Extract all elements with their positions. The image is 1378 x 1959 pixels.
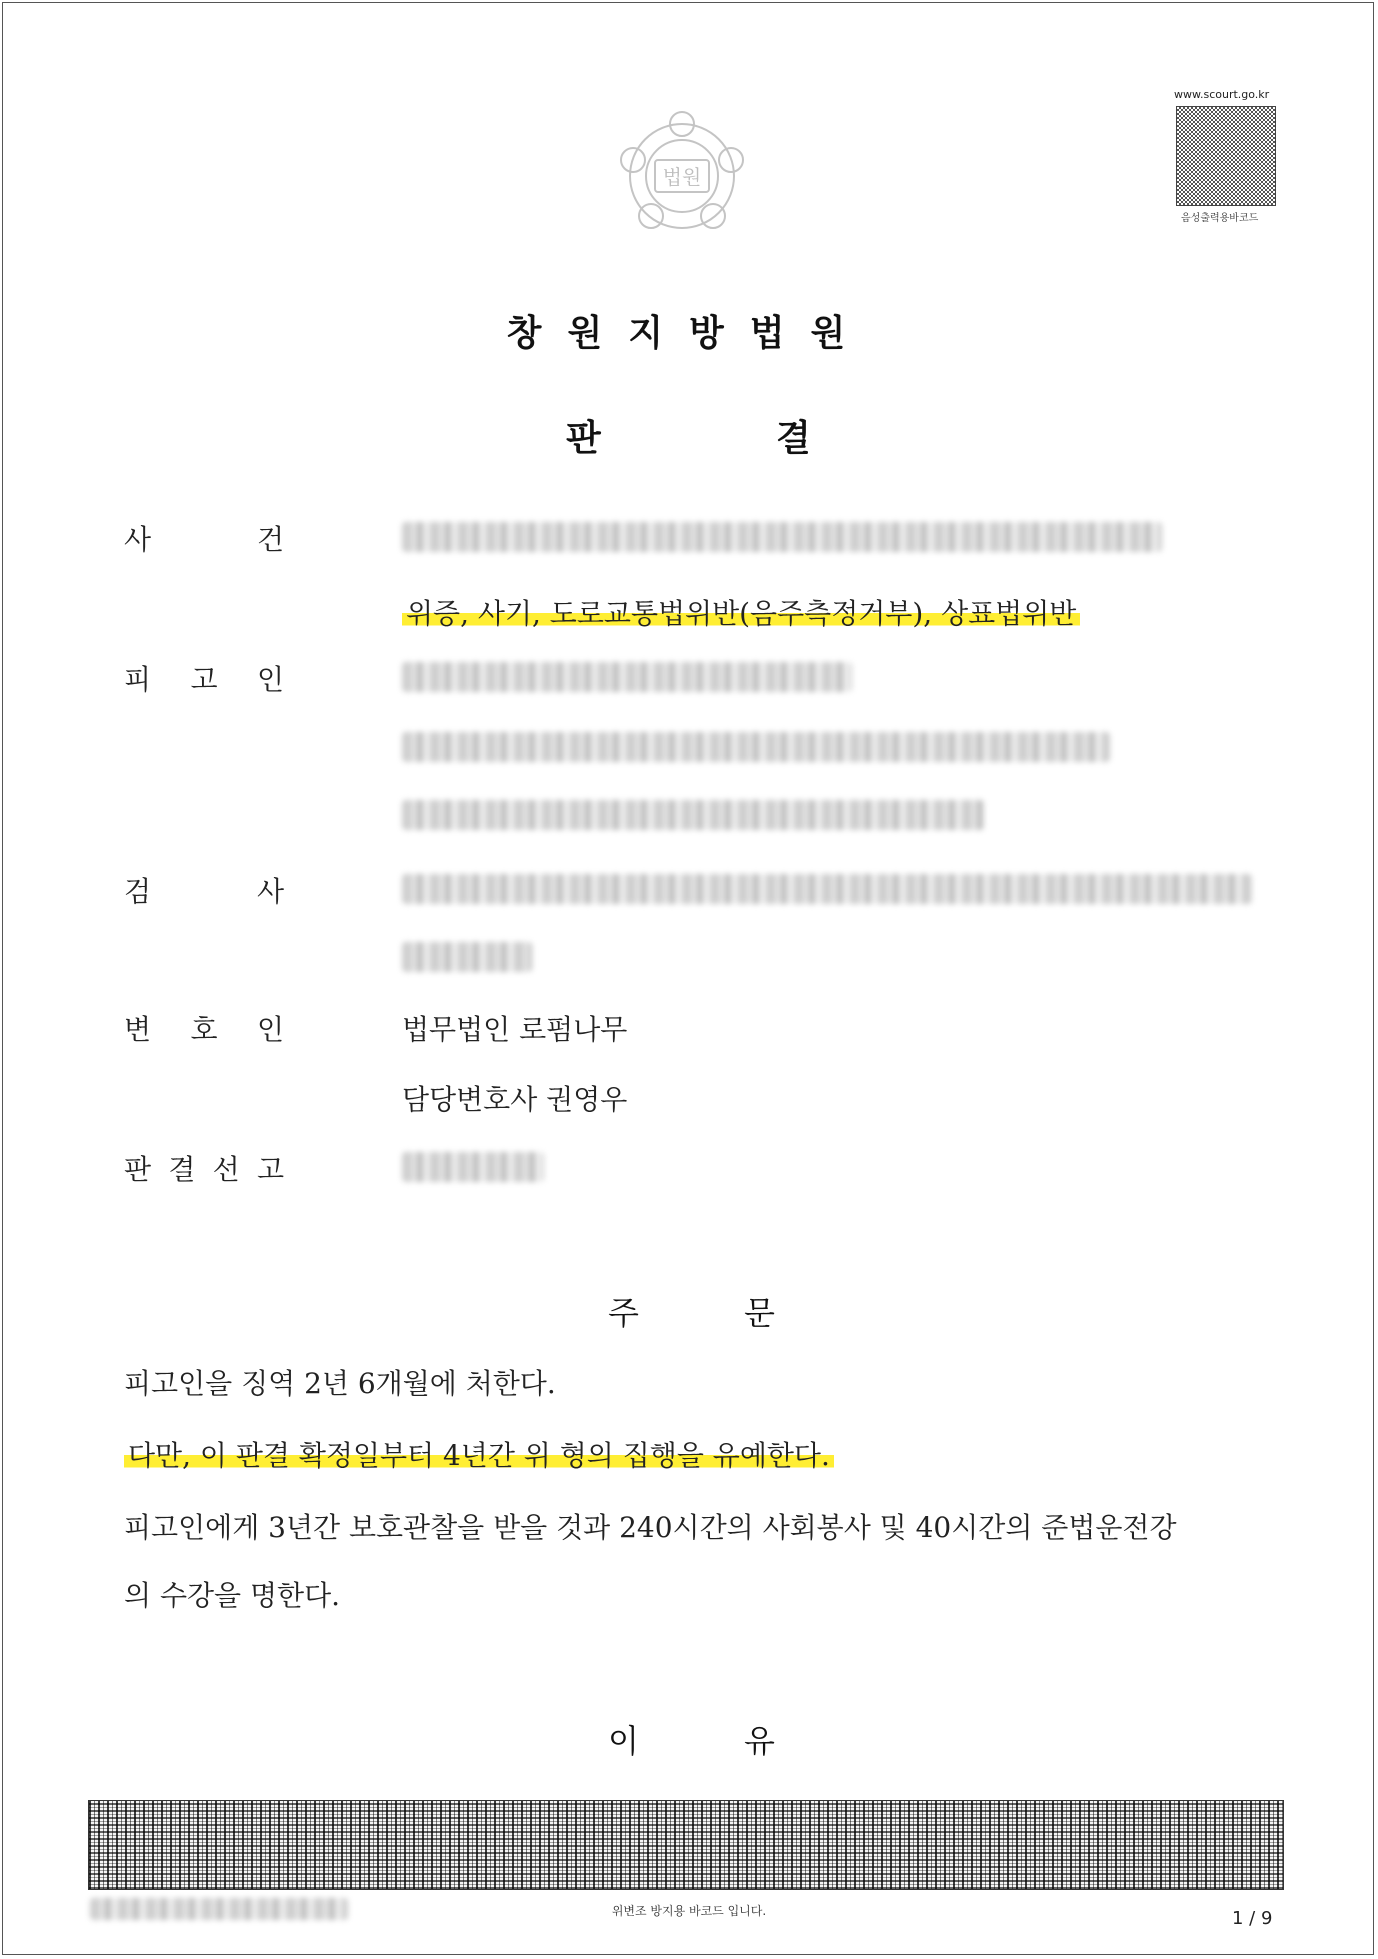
redacted-prosecutor-names-cont: [402, 942, 532, 972]
page-number: 1 / 9: [1232, 1908, 1273, 1929]
redacted-verdict-date: [402, 1152, 544, 1182]
counsel-attorney: 담당변호사 권영우: [402, 1083, 628, 1116]
court-name: 창원지방법원: [506, 313, 872, 354]
site-url: www.scourt.go.kr: [1174, 88, 1270, 101]
barcode-caption: 위변조 방지용 바코드 입니다.: [611, 1904, 767, 1918]
court-seal-emblem: [617, 110, 747, 235]
prosecutor-label: 검 사: [124, 875, 284, 908]
page-border: [2, 2, 1374, 1955]
order-probation: 피고인에게 3년간 보호관찰을 받을 것과 240시간의 사회봉사 및 40시간의 준법운전강: [124, 1511, 1177, 1544]
redacted-case-number: [402, 522, 1162, 552]
seal-text: 법원: [662, 165, 702, 189]
redacted-prosecutor-names: [402, 874, 1252, 904]
order-sentence: 피고인을 징역 2년 6개월에 처한다.: [124, 1367, 556, 1400]
redacted-defendant-id: [402, 662, 852, 692]
order-heading-right: 문: [744, 1294, 775, 1332]
qr-code: [1176, 106, 1276, 206]
redacted-defendant-occupation: [402, 732, 1110, 762]
qr-caption: 음성출력용바코드: [1181, 213, 1259, 224]
counsel-label: 변 호 인: [124, 1013, 284, 1046]
reasons-heading-right: 유: [744, 1722, 775, 1760]
counsel-firm: 법무법인 로펌나무: [402, 1013, 628, 1046]
order-heading-left: 주: [608, 1294, 639, 1332]
case-charges: 위증, 사기, 도로교통법위반(음주측정거부), 상표법위반: [402, 592, 1080, 632]
order-suspension: 다만, 이 판결 확정일부터 4년간 위 형의 집행을 유예한다.: [124, 1434, 834, 1474]
order-probation-cont: 의 수강을 명한다.: [124, 1579, 341, 1612]
verdict-date-label: 판 결 선 고: [124, 1153, 284, 1186]
doc-title-left: 판: [566, 418, 601, 459]
doc-title-right: 결: [776, 418, 811, 459]
defendant-label: 피 고 인: [124, 663, 284, 696]
anti-forgery-barcode: [88, 1800, 1284, 1890]
reasons-heading-left: 이: [608, 1722, 639, 1760]
redacted-defendant-address: [402, 800, 984, 830]
case-label: 사 건: [124, 523, 284, 556]
